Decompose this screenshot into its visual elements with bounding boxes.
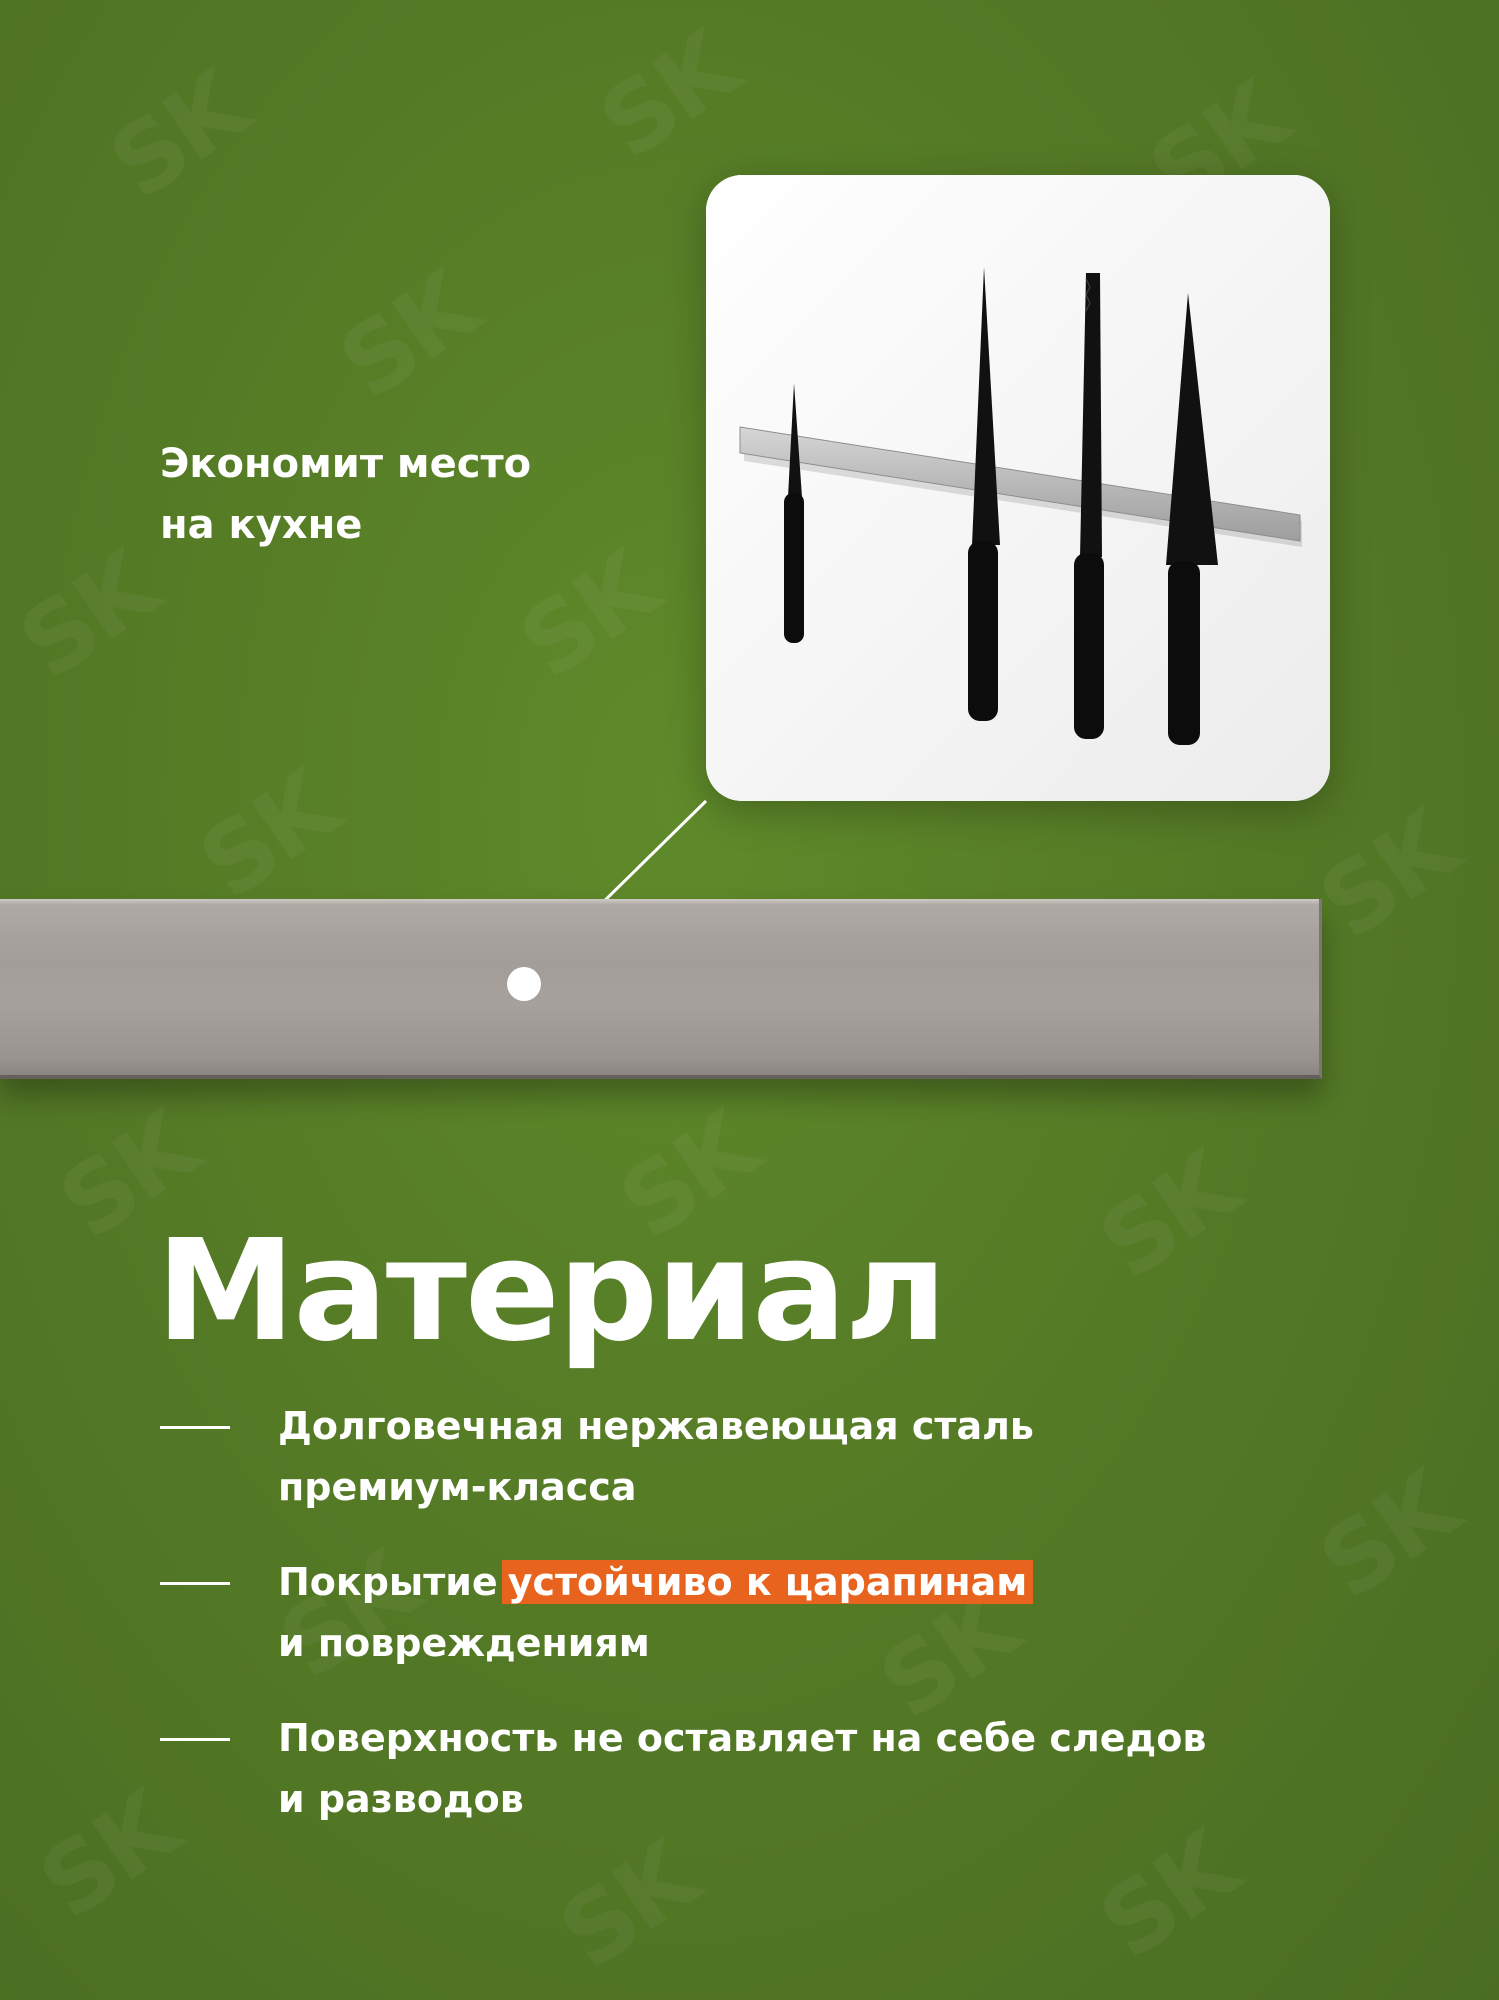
feature-line2: и разводов: [278, 1777, 524, 1821]
feature-item: [160, 1708, 1460, 1830]
callout-subtitle-line1: Экономит место: [160, 441, 532, 487]
watermark: [580, 11, 755, 180]
feature-item: [160, 1552, 1460, 1674]
feature-list: [160, 1396, 1460, 1864]
feature-text: Долговечная нержавеющая сталь: [278, 1404, 1034, 1448]
watermark: [320, 251, 495, 420]
dash-bullet: [160, 1426, 230, 1429]
callout-subtitle: [160, 434, 620, 556]
feature-line1: [278, 1708, 1460, 1769]
watermark: [1300, 791, 1475, 960]
feature-line2: и повреждениям: [278, 1621, 650, 1665]
watermark: [90, 51, 265, 220]
magnetic-strip: [0, 899, 1322, 1079]
feature-text: Покрытие: [278, 1560, 498, 1604]
feature-line1: [278, 1552, 1460, 1613]
feature-text: Поверхность не оставляет на себе следов: [278, 1716, 1207, 1760]
watermark: [0, 531, 175, 700]
watermark: [1080, 1131, 1255, 1300]
dash-bullet: [160, 1582, 230, 1585]
section-title: Материал: [156, 1210, 946, 1373]
highlighted-text: устойчиво к царапинам: [502, 1560, 1034, 1604]
watermark: [180, 751, 355, 920]
feature-line1: [278, 1396, 1460, 1457]
watermark: [500, 531, 675, 700]
callout-subtitle-line2: на кухне: [160, 502, 363, 548]
knife-holder-photo: [706, 175, 1330, 801]
knives-on-magnetic-strip-illustration: [706, 175, 1330, 801]
feature-line2: премиум-класса: [278, 1465, 637, 1509]
dash-bullet: [160, 1738, 230, 1741]
feature-item: [160, 1396, 1460, 1518]
